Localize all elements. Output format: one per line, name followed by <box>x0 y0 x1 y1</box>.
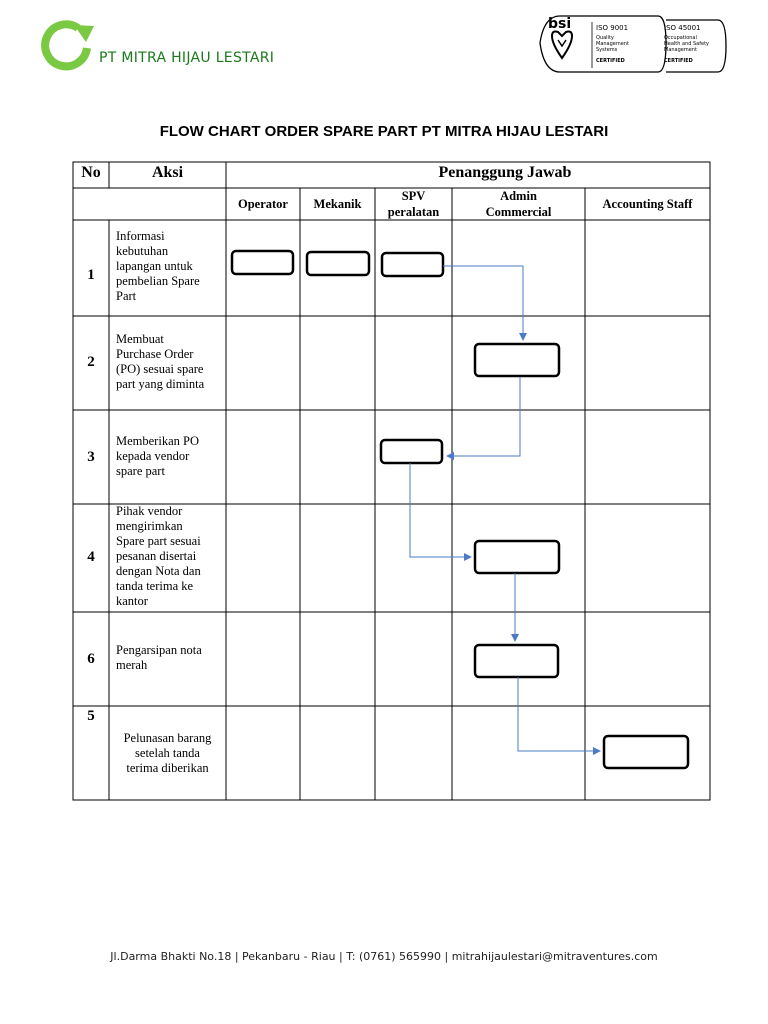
row-action-text: pesanan disertai <box>116 549 197 563</box>
row-action-text: terima diberikan <box>126 761 209 775</box>
connector-arrow <box>410 463 471 557</box>
row-action-text: Part <box>116 289 137 303</box>
col-header-no: No <box>81 164 101 181</box>
row-action-text: setelah tanda <box>135 746 200 760</box>
svg-text:Management: Management <box>596 41 629 47</box>
row-action-text: Informasi <box>116 229 165 243</box>
svg-text:Management: Management <box>664 47 697 53</box>
process-box-accounting-5 <box>604 736 688 768</box>
bsi-mark: bsi <box>548 16 572 32</box>
row-action-text: kepada vendor <box>116 449 190 463</box>
row-action-text: Pengarsipan nota <box>116 643 202 657</box>
role-operator: Operator <box>238 197 288 211</box>
svg-text:Health and Safety: Health and Safety <box>664 41 709 47</box>
role-spv-line2: peralatan <box>387 205 440 219</box>
svg-text:Quality: Quality <box>596 35 614 41</box>
row-action-text: Memberikan PO <box>116 434 199 448</box>
row-action-text: lapangan untuk <box>116 259 193 273</box>
row-action-text: kebutuhan <box>116 244 169 258</box>
svg-text:CERTIFIED: CERTIFIED <box>664 58 693 64</box>
role-admin-line2: Commercial <box>485 205 552 219</box>
row-action-text: Pelunasan barang <box>123 731 212 745</box>
row-action-text: (PO) sesuai spare <box>116 362 204 376</box>
company-name: PT MITRA HIJAU LESTARI <box>99 50 275 66</box>
process-box-admin-2 <box>475 344 559 376</box>
process-box-spv-3 <box>381 440 442 463</box>
row-action-text: Pihak vendor <box>116 504 183 518</box>
page-footer: Jl.Darma Bhakti No.18 | Pekanbaru - Riau | T: (0761) 565990 | mitrahijaulestari@mitraventures.com <box>110 950 658 963</box>
row-action-text: spare part <box>116 464 165 478</box>
row-number: 2 <box>87 354 95 370</box>
row-action-text: merah <box>116 658 148 672</box>
col-header-aksi: Aksi <box>151 164 184 181</box>
row-number: 3 <box>87 449 95 465</box>
row-action-text: mengirimkan <box>116 519 183 533</box>
connector-arrow <box>443 266 523 340</box>
row-action-text: Spare part sesuai <box>116 534 201 548</box>
row-action-text: tanda terima ke <box>116 579 194 593</box>
row-action-text: Membuat <box>116 332 164 346</box>
row-number: 6 <box>87 651 95 667</box>
row-action-text: part yang diminta <box>116 377 205 391</box>
svg-text:ISO 9001: ISO 9001 <box>596 24 629 32</box>
row-action-text: kantor <box>116 594 148 608</box>
process-box-admin-6 <box>475 645 558 677</box>
role-mekanik: Mekanik <box>313 197 362 211</box>
col-header-penanggung-jawab: Penanggung Jawab <box>438 164 572 181</box>
process-box-spv-1 <box>382 253 443 276</box>
row-action-text: dengan Nota dan <box>116 564 201 578</box>
connector-arrow <box>447 377 520 456</box>
role-spv-line1: SPV <box>401 189 426 203</box>
row-number: 5 <box>87 708 95 724</box>
process-box-admin-4 <box>475 541 559 573</box>
row-action-text: Purchase Order <box>116 347 194 361</box>
row-number: 4 <box>87 549 95 565</box>
document-title: FLOW CHART ORDER SPARE PART PT MITRA HIJAU LESTARI <box>159 123 609 140</box>
role-admin-line1: Admin <box>500 189 537 203</box>
svg-text:ISO 45001: ISO 45001 <box>664 24 701 32</box>
svg-text:Systems: Systems <box>596 47 618 53</box>
process-box-mekanik <box>307 252 369 275</box>
role-accounting: Accounting Staff <box>602 197 693 211</box>
svg-text:CERTIFIED: CERTIFIED <box>596 58 625 64</box>
svg-text:Occupational: Occupational <box>664 35 697 41</box>
process-box-operator <box>232 251 293 274</box>
connector-arrow <box>518 677 600 751</box>
row-action-text: pembelian Spare <box>116 274 200 288</box>
row-number: 1 <box>87 267 95 283</box>
